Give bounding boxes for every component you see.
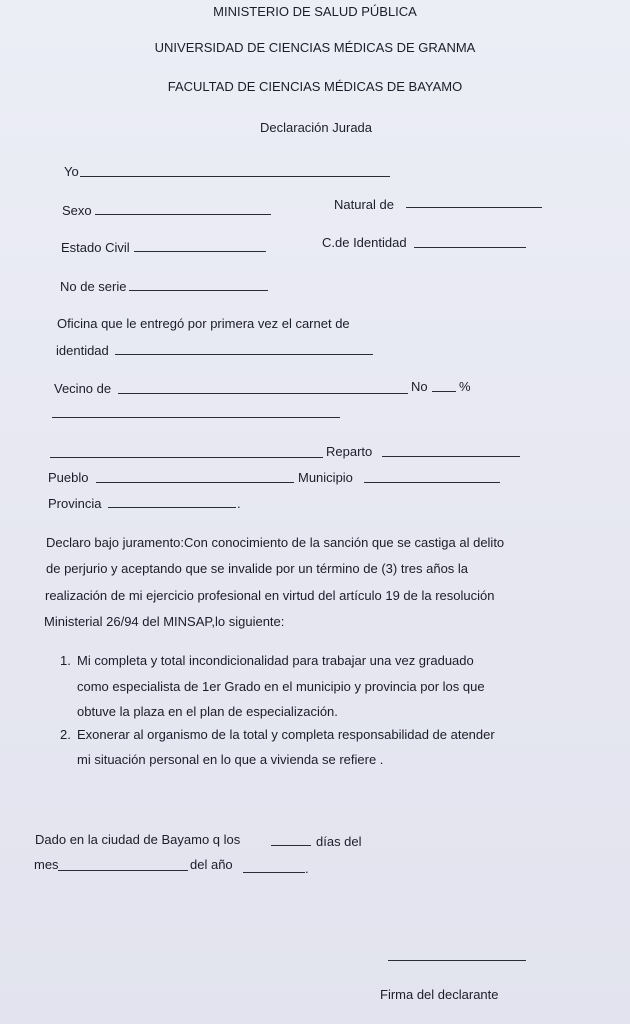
item-line: como especialista de 1er Grado en el municipio y provincia por los que <box>77 679 485 694</box>
declaration-line: Ministerial 26/94 del MINSAP,lo siguiente: <box>44 614 285 629</box>
faculty-heading: FACULTAD DE CIENCIAS MÉDICAS DE BAYAMO <box>167 79 463 94</box>
item-line: Mi completa y total incondicionalidad para trabajar una vez graduado <box>77 653 474 668</box>
yo-label: Yo <box>64 164 79 179</box>
sexo-field[interactable] <box>95 214 271 215</box>
provincia-field[interactable] <box>108 507 236 508</box>
pueblo-label: Pueblo <box>48 470 89 485</box>
mes-label: mes <box>34 857 59 872</box>
document-title: Declaración Jurada <box>260 120 373 135</box>
provincia-label: Provincia <box>48 496 102 511</box>
pueblo-field[interactable] <box>96 482 294 483</box>
no-serie-field[interactable] <box>129 290 268 291</box>
municipio-label: Municipio <box>298 470 353 485</box>
item-number: 2. <box>60 727 71 742</box>
address-continuation-field[interactable] <box>52 417 340 418</box>
dias-field[interactable] <box>271 845 311 846</box>
del-anio-label: del año <box>190 857 233 872</box>
natural-de-field[interactable] <box>406 207 542 208</box>
no-field[interactable] <box>432 391 456 392</box>
estado-civil-field[interactable] <box>134 251 266 252</box>
no-label: No <box>411 379 428 394</box>
signature-line[interactable] <box>388 960 526 961</box>
item-line: obtuve la plaza en el plan de especialización. <box>77 704 338 719</box>
declaration-line: Declaro bajo juramento:Con conocimiento de la sanción que se castiga al delito <box>46 535 505 550</box>
dias-label: días del <box>316 834 362 849</box>
anio-field[interactable] <box>243 872 305 873</box>
provincia-end-dot: . <box>237 496 241 511</box>
item-number: 1. <box>60 653 71 668</box>
estado-civil-label: Estado Civil <box>61 240 130 255</box>
oficina-label-1: Oficina que le entregó por primera vez el carnet de <box>57 316 350 331</box>
no-serie-label: No de serie <box>60 279 127 294</box>
mes-field[interactable] <box>58 870 188 871</box>
vecino-de-label: Vecino de <box>54 381 112 396</box>
declaration-line: de perjurio y aceptando que se invalide por un término de (3) tres años la <box>46 561 469 576</box>
oficina-label-2: identidad <box>56 343 109 358</box>
sexo-label: Sexo <box>62 203 92 218</box>
identidad-label: C.de Identidad <box>322 235 407 250</box>
signature-label: Firma del declarante <box>380 987 499 1002</box>
university-heading: UNIVERSIDAD DE CIENCIAS MÉDICAS DE GRANMA <box>154 40 476 55</box>
ministry-heading: MINISTERIO DE SALUD PÚBLICA <box>213 4 417 19</box>
identidad-field[interactable] <box>414 247 526 248</box>
dado-label: Dado en la ciudad de Bayamo q los <box>35 832 241 847</box>
oficina-field[interactable] <box>115 354 373 355</box>
declaration-line: realización de mi ejercicio profesional en virtud del artículo 19 de la resolución <box>45 588 495 603</box>
natural-de-label: Natural de <box>334 197 394 212</box>
closing-end-dot: . <box>305 861 309 876</box>
percent-mark: % <box>459 379 471 394</box>
reparto-field[interactable] <box>382 456 520 457</box>
vecino-de-field[interactable] <box>118 393 408 394</box>
reparto-label: Reparto <box>326 444 373 459</box>
municipio-field[interactable] <box>364 482 500 483</box>
item-line: mi situación personal en lo que a vivienda se refiere . <box>77 752 384 767</box>
item-line: Exonerar al organismo de la total y completa responsabilidad de atender <box>77 727 495 742</box>
yo-field[interactable] <box>80 176 390 177</box>
street-field[interactable] <box>50 457 323 458</box>
